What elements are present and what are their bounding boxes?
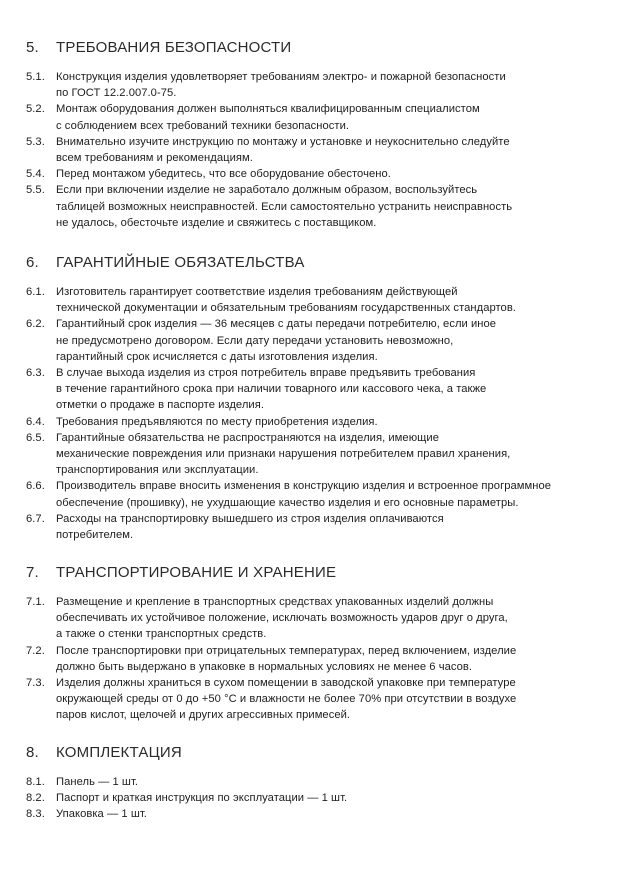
clause-number: 6.5. <box>26 431 45 444</box>
clause-text-line: обеспечение (прошивку), не ухудшающие качество изделия и его основные параметры. <box>56 496 519 509</box>
clause-list <box>26 69 612 231</box>
clause-text-line: окружающей среды от 0 до +50 °C и влажности не более 70% при отсутствии в воздухе <box>56 693 517 706</box>
clause-number: 6.7. <box>26 512 45 525</box>
section-title: ТРАНСПОРТИРОВАНИЕ И ХРАНЕНИЕ <box>56 564 337 581</box>
clause-text-line: в течение гарантийного срока при наличии товарного или кассового чека, а также <box>56 383 487 396</box>
clause-text-line: всем требованиям и рекомендациям. <box>56 152 253 165</box>
section-heading <box>26 254 612 274</box>
clause-text-line: технической документации и обязательным требованиям государственных стандартов. <box>56 302 516 315</box>
clause-item <box>26 511 612 543</box>
section-heading <box>26 39 612 59</box>
section-contents <box>26 744 612 823</box>
clause-item <box>26 675 612 724</box>
clause-text-line: Перед монтажом убедитесь, что все оборудование обесточено. <box>56 168 391 181</box>
clause-number: 6.3. <box>26 367 45 380</box>
clause-item <box>26 478 612 510</box>
clause-text-line: а также о стенки транспортных средств. <box>56 628 267 641</box>
section-heading <box>26 564 612 584</box>
clause-text-line: Изготовитель гарантирует соответствие изделия требованиям действующей <box>56 286 458 298</box>
clause-text-line: гарантийный срок исчисляется с даты изготовления изделия. <box>56 350 378 363</box>
clause-number: 5.5. <box>26 184 45 197</box>
clause-item <box>26 806 612 822</box>
clause-text-line: не удалось, обесточьте изделие и свяжитесь с поставщиком. <box>56 216 377 229</box>
clause-text-line: Гарантийные обязательства не распространяются на изделия, имеющие <box>56 431 439 444</box>
clause-list <box>26 594 612 724</box>
clause-number: 6.6. <box>26 480 45 493</box>
clause-number: 8.3. <box>26 808 45 821</box>
clause-item <box>26 774 612 790</box>
section-number: 7. <box>26 564 39 581</box>
section-number: 6. <box>26 254 39 271</box>
section-title: ГАРАНТИЙНЫЕ ОБЯЗАТЕЛЬСТВА <box>56 254 305 271</box>
clause-text-line: После транспортировки при отрицательных температурах, перед включением, изделие <box>56 644 517 657</box>
clause-text-line: Требования предъявляются по месту приобретения изделия. <box>56 415 378 428</box>
clause-item <box>26 365 612 414</box>
clause-number: 8.1. <box>26 776 45 788</box>
clause-number: 6.1. <box>26 286 45 298</box>
clause-text-line: отметки о продаже в паспорте изделия. <box>56 399 264 412</box>
section-title: КОМПЛЕКТАЦИЯ <box>56 744 182 761</box>
clause-number: 5.2. <box>26 103 45 116</box>
clause-text-line: Внимательно изучите инструкцию по монтажу и установке и неукоснительно следуйте <box>56 135 510 148</box>
clause-number: 5.4. <box>26 168 45 181</box>
clause-text-line: Панель — 1 шт. <box>56 776 139 788</box>
clause-text-line: Изделия должны храниться в сухом помещении в заводской упаковке при температуре <box>56 677 516 690</box>
clause-number: 6.2. <box>26 318 45 331</box>
clause-text-line: должно быть выдержано в упаковке в нормальных условиях не менее 6 часов. <box>56 660 473 673</box>
clause-text-line: обеспечивать их устойчивое положение, исключать возможность ударов друг о друга, <box>56 612 508 625</box>
clause-text-line: Монтаж оборудования должен выполняться квалифицированным специалистом <box>56 103 480 116</box>
clause-number: 6.4. <box>26 415 45 428</box>
clause-text-line: механические повреждения или признаки нарушения потребителем правил хранения, <box>56 448 511 461</box>
clause-text-line: Размещение и крепление в транспортных средствах упакованных изделий должны <box>56 596 494 608</box>
section-title: ТРЕБОВАНИЯ БЕЗОПАСНОСТИ <box>56 39 292 56</box>
clause-text-line: по ГОСТ 12.2.007.0-75. <box>56 87 177 100</box>
clause-item <box>26 166 612 182</box>
clause-item <box>26 284 612 316</box>
clause-item <box>26 594 612 643</box>
clause-list <box>26 774 612 823</box>
clause-list <box>26 284 612 543</box>
clause-text-line: транспортирования или эксплуатации. <box>56 464 259 477</box>
clause-text-line: Если при включении изделие не заработало должным образом, воспользуйтесь <box>56 184 478 197</box>
clause-item <box>26 790 612 806</box>
clause-text-line: Производитель вправе вносить изменения в конструкцию изделия и встроенное программное <box>56 480 552 493</box>
clause-item <box>26 69 612 101</box>
section-number: 8. <box>26 744 39 761</box>
clause-number: 5.3. <box>26 135 45 148</box>
clause-item <box>26 414 612 430</box>
section-warranty <box>26 254 612 543</box>
clause-item <box>26 643 612 675</box>
clause-number: 7.1. <box>26 596 45 608</box>
clause-text-line: Паспорт и краткая инструкция по эксплуатации — 1 шт. <box>56 792 348 805</box>
clause-text-line: Гарантийный срок изделия — 36 месяцев с даты передачи потребителю, если иное <box>56 318 497 331</box>
clause-item <box>26 430 612 479</box>
clause-item <box>26 316 612 365</box>
clause-item <box>26 134 612 166</box>
clause-number: 7.3. <box>26 677 45 690</box>
clause-number: 8.2. <box>26 792 45 805</box>
clause-text-line: Конструкция изделия удовлетворяет требованиям электро- и пожарной безопасности <box>56 71 506 83</box>
section-transport-storage <box>26 564 612 724</box>
clause-text-line: не предусмотрено договором. Если дату передачи установить невозможно, <box>56 334 454 347</box>
clause-text-line: В случае выхода изделия из строя потребитель вправе предъявить требования <box>56 367 476 380</box>
clause-text-line: потребителем. <box>56 529 134 542</box>
clause-text-line: с соблюдением всех требований техники безопасности. <box>56 119 350 132</box>
clause-item <box>26 101 612 133</box>
section-number: 5. <box>26 39 39 56</box>
clause-text-line: таблицей возможных неисправностей. Если самостоятельно устранить неисправность <box>56 200 513 213</box>
clause-text-line: Расходы на транспортировку вышедшего из строя изделия оплачиваются <box>56 512 444 525</box>
section-safety-requirements <box>26 39 612 231</box>
clause-number: 7.2. <box>26 644 45 657</box>
clause-number: 5.1. <box>26 71 45 83</box>
clause-item <box>26 182 612 231</box>
section-heading <box>26 744 612 764</box>
clause-text-line: Упаковка — 1 шт. <box>56 808 147 821</box>
clause-text-line: паров кислот, щелочей и других агрессивных примесей. <box>56 709 351 722</box>
